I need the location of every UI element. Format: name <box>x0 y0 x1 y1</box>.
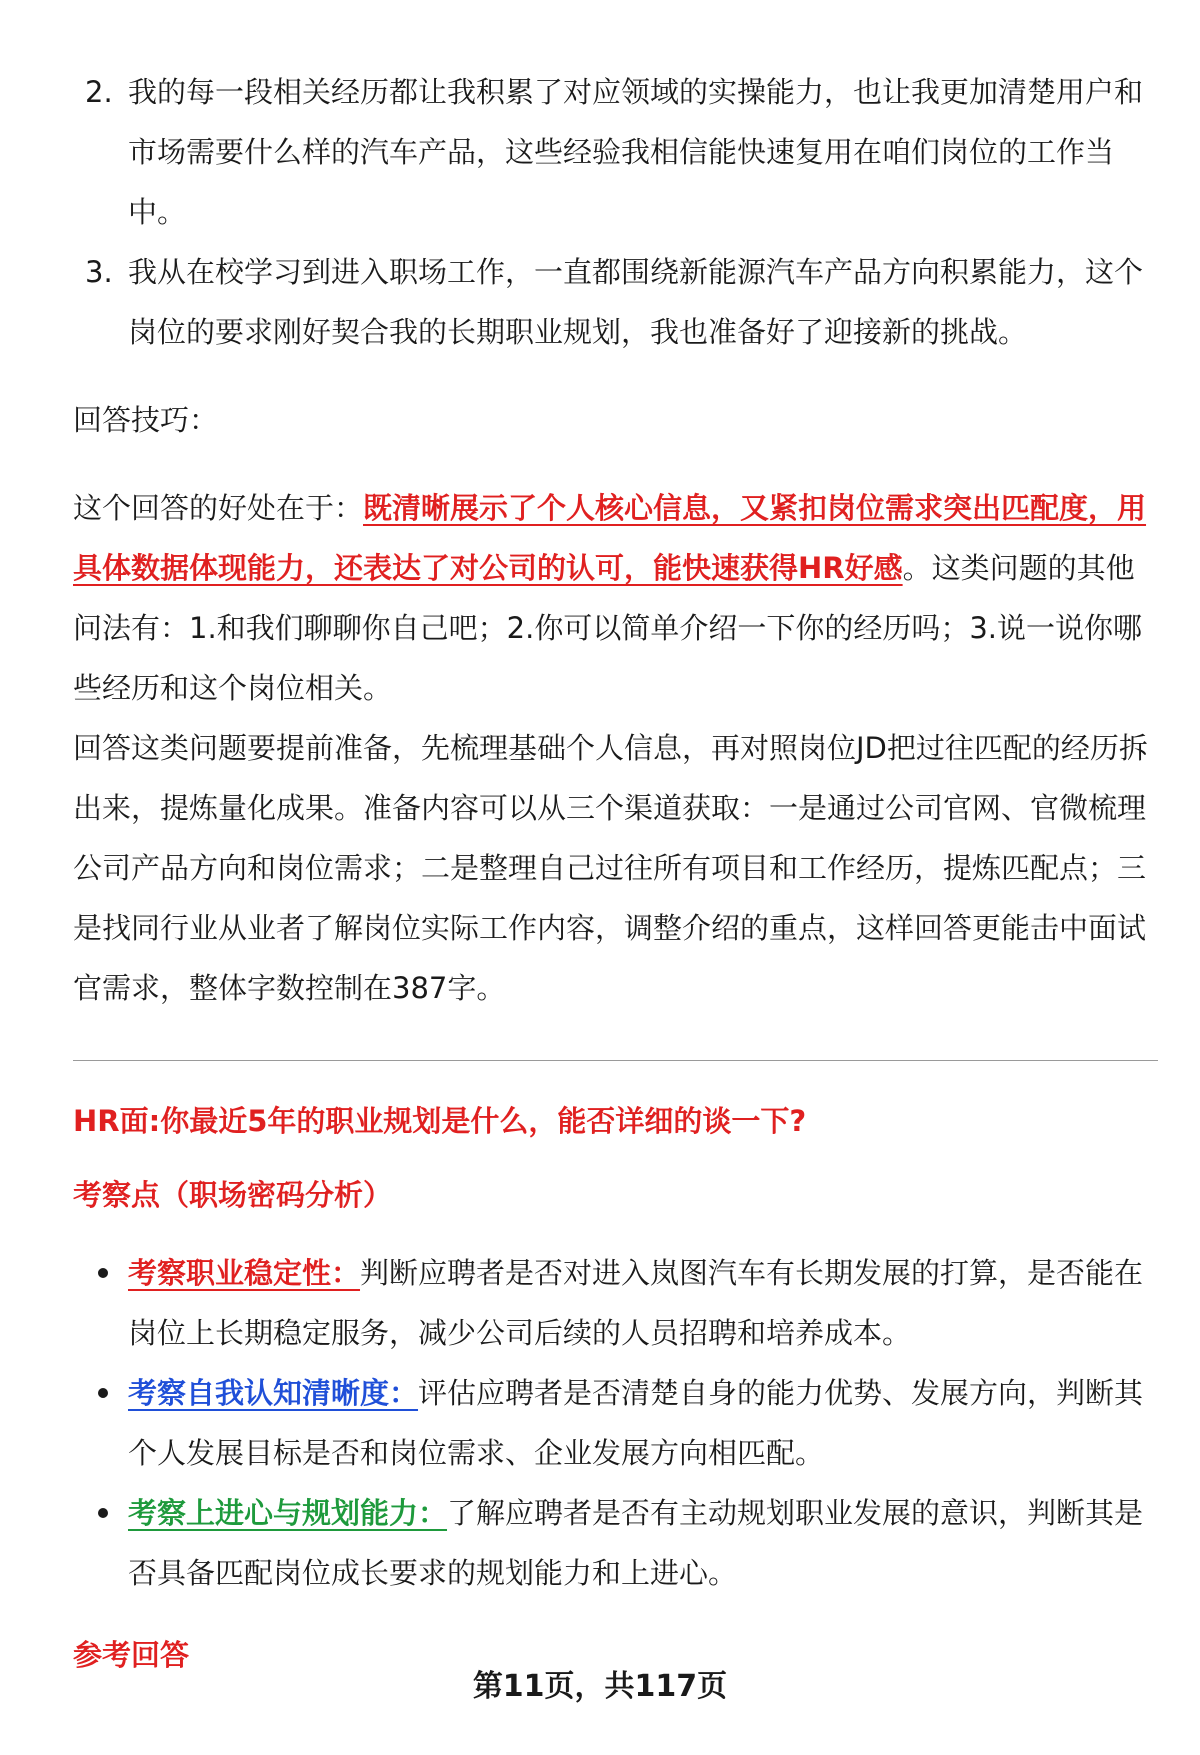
assessment-keyword: 考察职业稳定性： <box>128 1256 361 1290</box>
bullet-icon <box>98 1388 108 1398</box>
assessment-text: 评估应聘者是否清楚自身的能力优势、发展方向，判断其个人发展目标是否和岗位需求、企业发展方向相匹配。 <box>128 1376 1144 1470</box>
list-number: 2. <box>85 75 113 109</box>
list-item-text: 我的每一段相关经历都让我积累了对应领域的实操能力，也让我更加清楚用户和市场需要什么样的汽车产品，这些经验我相信能快速复用在咱们岗位的工作当中。 <box>128 75 1144 229</box>
list-item-text: 我从在校学习到进入职场工作，一直都围绕新能源汽车产品方向积累能力，这个岗位的要求刚好契合我的长期职业规划，我也准备好了迎接新的挑战。 <box>128 255 1144 349</box>
list-number: 3. <box>85 255 113 289</box>
tips-highlight: 既清晰展示了个人核心信息，又紧扣岗位需求突出匹配度，用具体数据体现能力，还表达了对公司的认可，能快速获得HR好感 <box>73 491 1147 585</box>
assessment-text: 了解应聘者是否有主动规划职业发展的意识，判断其是否具备匹配岗位成长要求的规划能力和上进心。 <box>128 1496 1144 1590</box>
page-number: 第11页，共117页 <box>472 1669 728 1704</box>
assessment-text: 判断应聘者是否对进入岚图汽车有长期发展的打算，是否能在岗位上长期稳定服务，减少公司后续的人员招聘和培养成本。 <box>128 1256 1144 1350</box>
list-item <box>73 62 1158 242</box>
page-content <box>73 62 1158 1677</box>
tips-paragraph <box>73 478 1158 718</box>
prep-paragraph: 回答这类问题要提前准备，先梳理基础个人信息，再对照岗位JD把过往匹配的经历拆出来，提炼量化成果。准备内容可以从三个渠道获取：一是通过公司官网、官微梳理公司产品方向和岗位需求；二是整理自己过往所有项目和工作经历，提炼匹配点；三是找同行业从业者了解岗位实际工作内容，调整介绍的重点，这样回答更能击中面试官需求，整体字数控制在387字。 <box>73 731 1148 1005</box>
numbered-list <box>73 62 1158 362</box>
bullet-icon <box>98 1508 108 1518</box>
reference-answer-heading: 参考回答 <box>73 1638 190 1672</box>
section-divider <box>73 1060 1158 1061</box>
assessment-keyword: 考察上进心与规划能力： <box>128 1496 448 1530</box>
list-item <box>73 1363 1158 1483</box>
bullet-icon <box>98 1268 108 1278</box>
assessment-list <box>73 1243 1158 1603</box>
tips-label: 回答技巧： <box>73 403 219 437</box>
hr-question-heading: HR面:你最近5年的职业规划是什么，能否详细的谈一下? <box>73 1104 807 1138</box>
list-item <box>73 1483 1158 1603</box>
tips-lead: 这个回答的好处在于： <box>73 491 364 525</box>
assessment-heading: 考察点（职场密码分析） <box>73 1178 393 1212</box>
list-item <box>73 242 1158 362</box>
tips-rest: 。这类问题的其他问法有：1.和我们聊聊你自己吧；2.你可以简单介绍一下你的经历吗；3.说一说你哪些经历和这个岗位相关。 <box>73 551 1143 705</box>
list-item <box>73 1243 1158 1363</box>
assessment-keyword: 考察自我认知清晰度： <box>128 1376 419 1410</box>
